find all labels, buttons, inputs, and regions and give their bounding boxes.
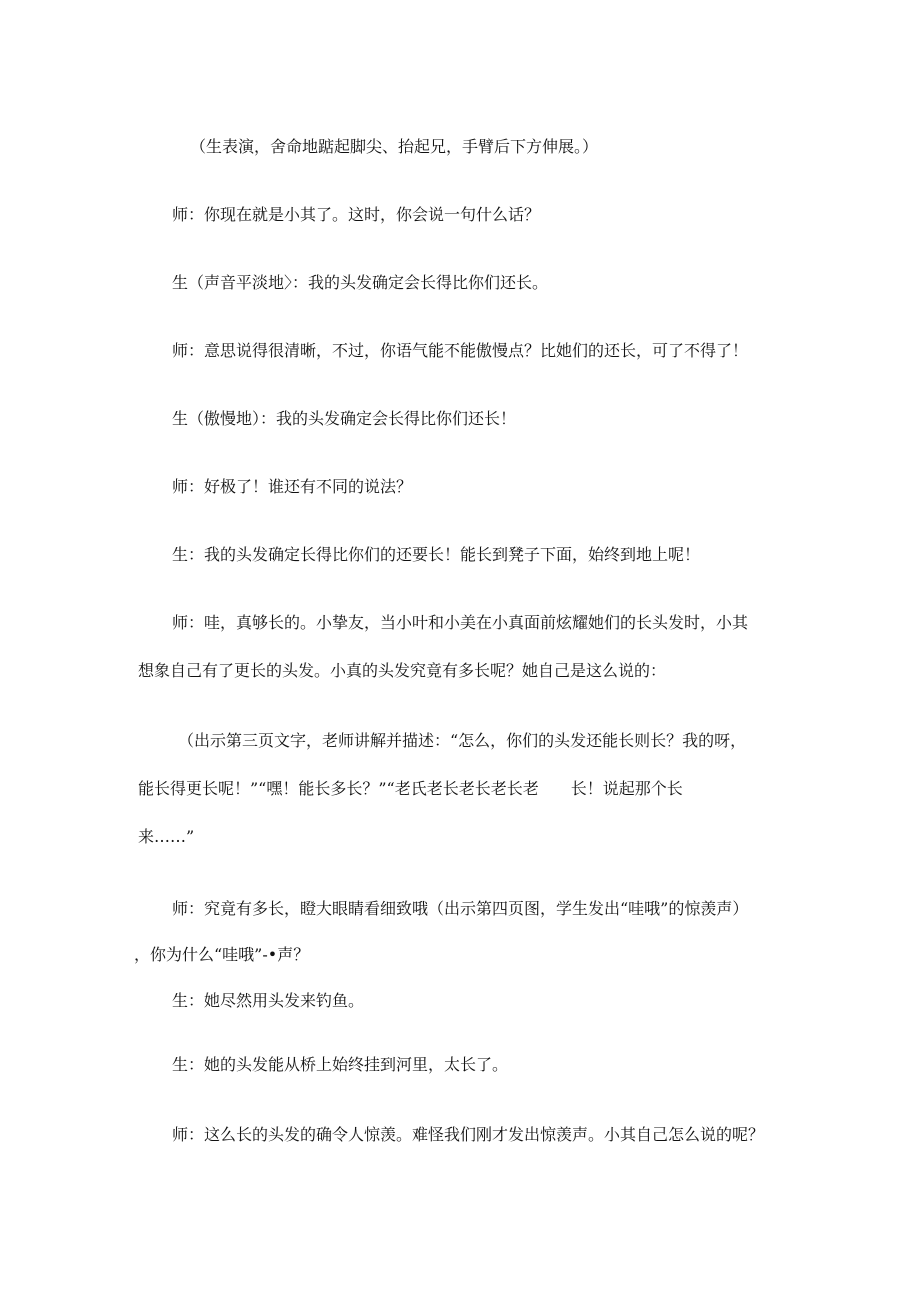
paragraph-student-line: 生（傲慢地）：我的头发确定会长得比你们还长！ <box>172 409 517 428</box>
paragraph-teacher-line: 师：好极了！谁还有不同的说法？ <box>172 477 413 496</box>
paragraph-teacher-line: 师：哇，真够长的。小挚友，当小叶和小美在小真面前炫耀她们的长头发时，小其 <box>172 613 749 632</box>
paragraph-teacher-line-continued: 想象自己有了更长的头发。小真的头发究竟有多长呢？她自己是这么说的： <box>138 661 667 680</box>
paragraph-teacher-line: 师：究竟有多长，瞪大眼睛看细致哦（出示第四页图，学生发出“哇哦”的惊羡声） <box>172 899 749 918</box>
paragraph-stage-direction-continued: 能长得更长呢！”“嘿！能长多长？”“老氏老长老长老长老 长！说起那个长 <box>138 779 683 798</box>
paragraph-student-line: 生：我的头发确定长得比你们的还要长！能长到凳子下面，始终到地上呢！ <box>172 545 701 564</box>
paragraph-stage-direction: （生表演，舍命地踮起脚尖、抬起兄，手臂后下方伸展。） <box>190 137 599 156</box>
paragraph-teacher-line: 师：你现在就是小其了。这时，你会说一句什么话？ <box>172 205 541 224</box>
paragraph-stage-direction-continued: 来……” <box>138 827 195 846</box>
paragraph-stage-direction: （出示第三页文字，老师讲解并描述：“怎么，你们的头发还能长则长？我的呀， <box>178 731 747 750</box>
paragraph-student-line: 生（声音平淡地〉：我的头发确定会长得比你们还长。 <box>172 273 549 292</box>
paragraph-teacher-line: 师：意思说得很清晰，不过，你语气能不能傲慢点？比她们的还长，可了不得了！ <box>172 341 749 360</box>
paragraph-teacher-line-continued: ，你为什么“哇哦”-•声？ <box>134 945 310 964</box>
paragraph-teacher-line: 师：这么长的头发的确令人惊羡。难怪我们刚才发出惊羡声。小其自己怎么说的呢？ <box>172 1125 765 1144</box>
paragraph-student-line: 生：她尽然用头发来钓鱼。 <box>172 991 365 1010</box>
paragraph-student-line: 生：她的头发能从桥上始终挂到河里，太长了。 <box>172 1055 509 1074</box>
